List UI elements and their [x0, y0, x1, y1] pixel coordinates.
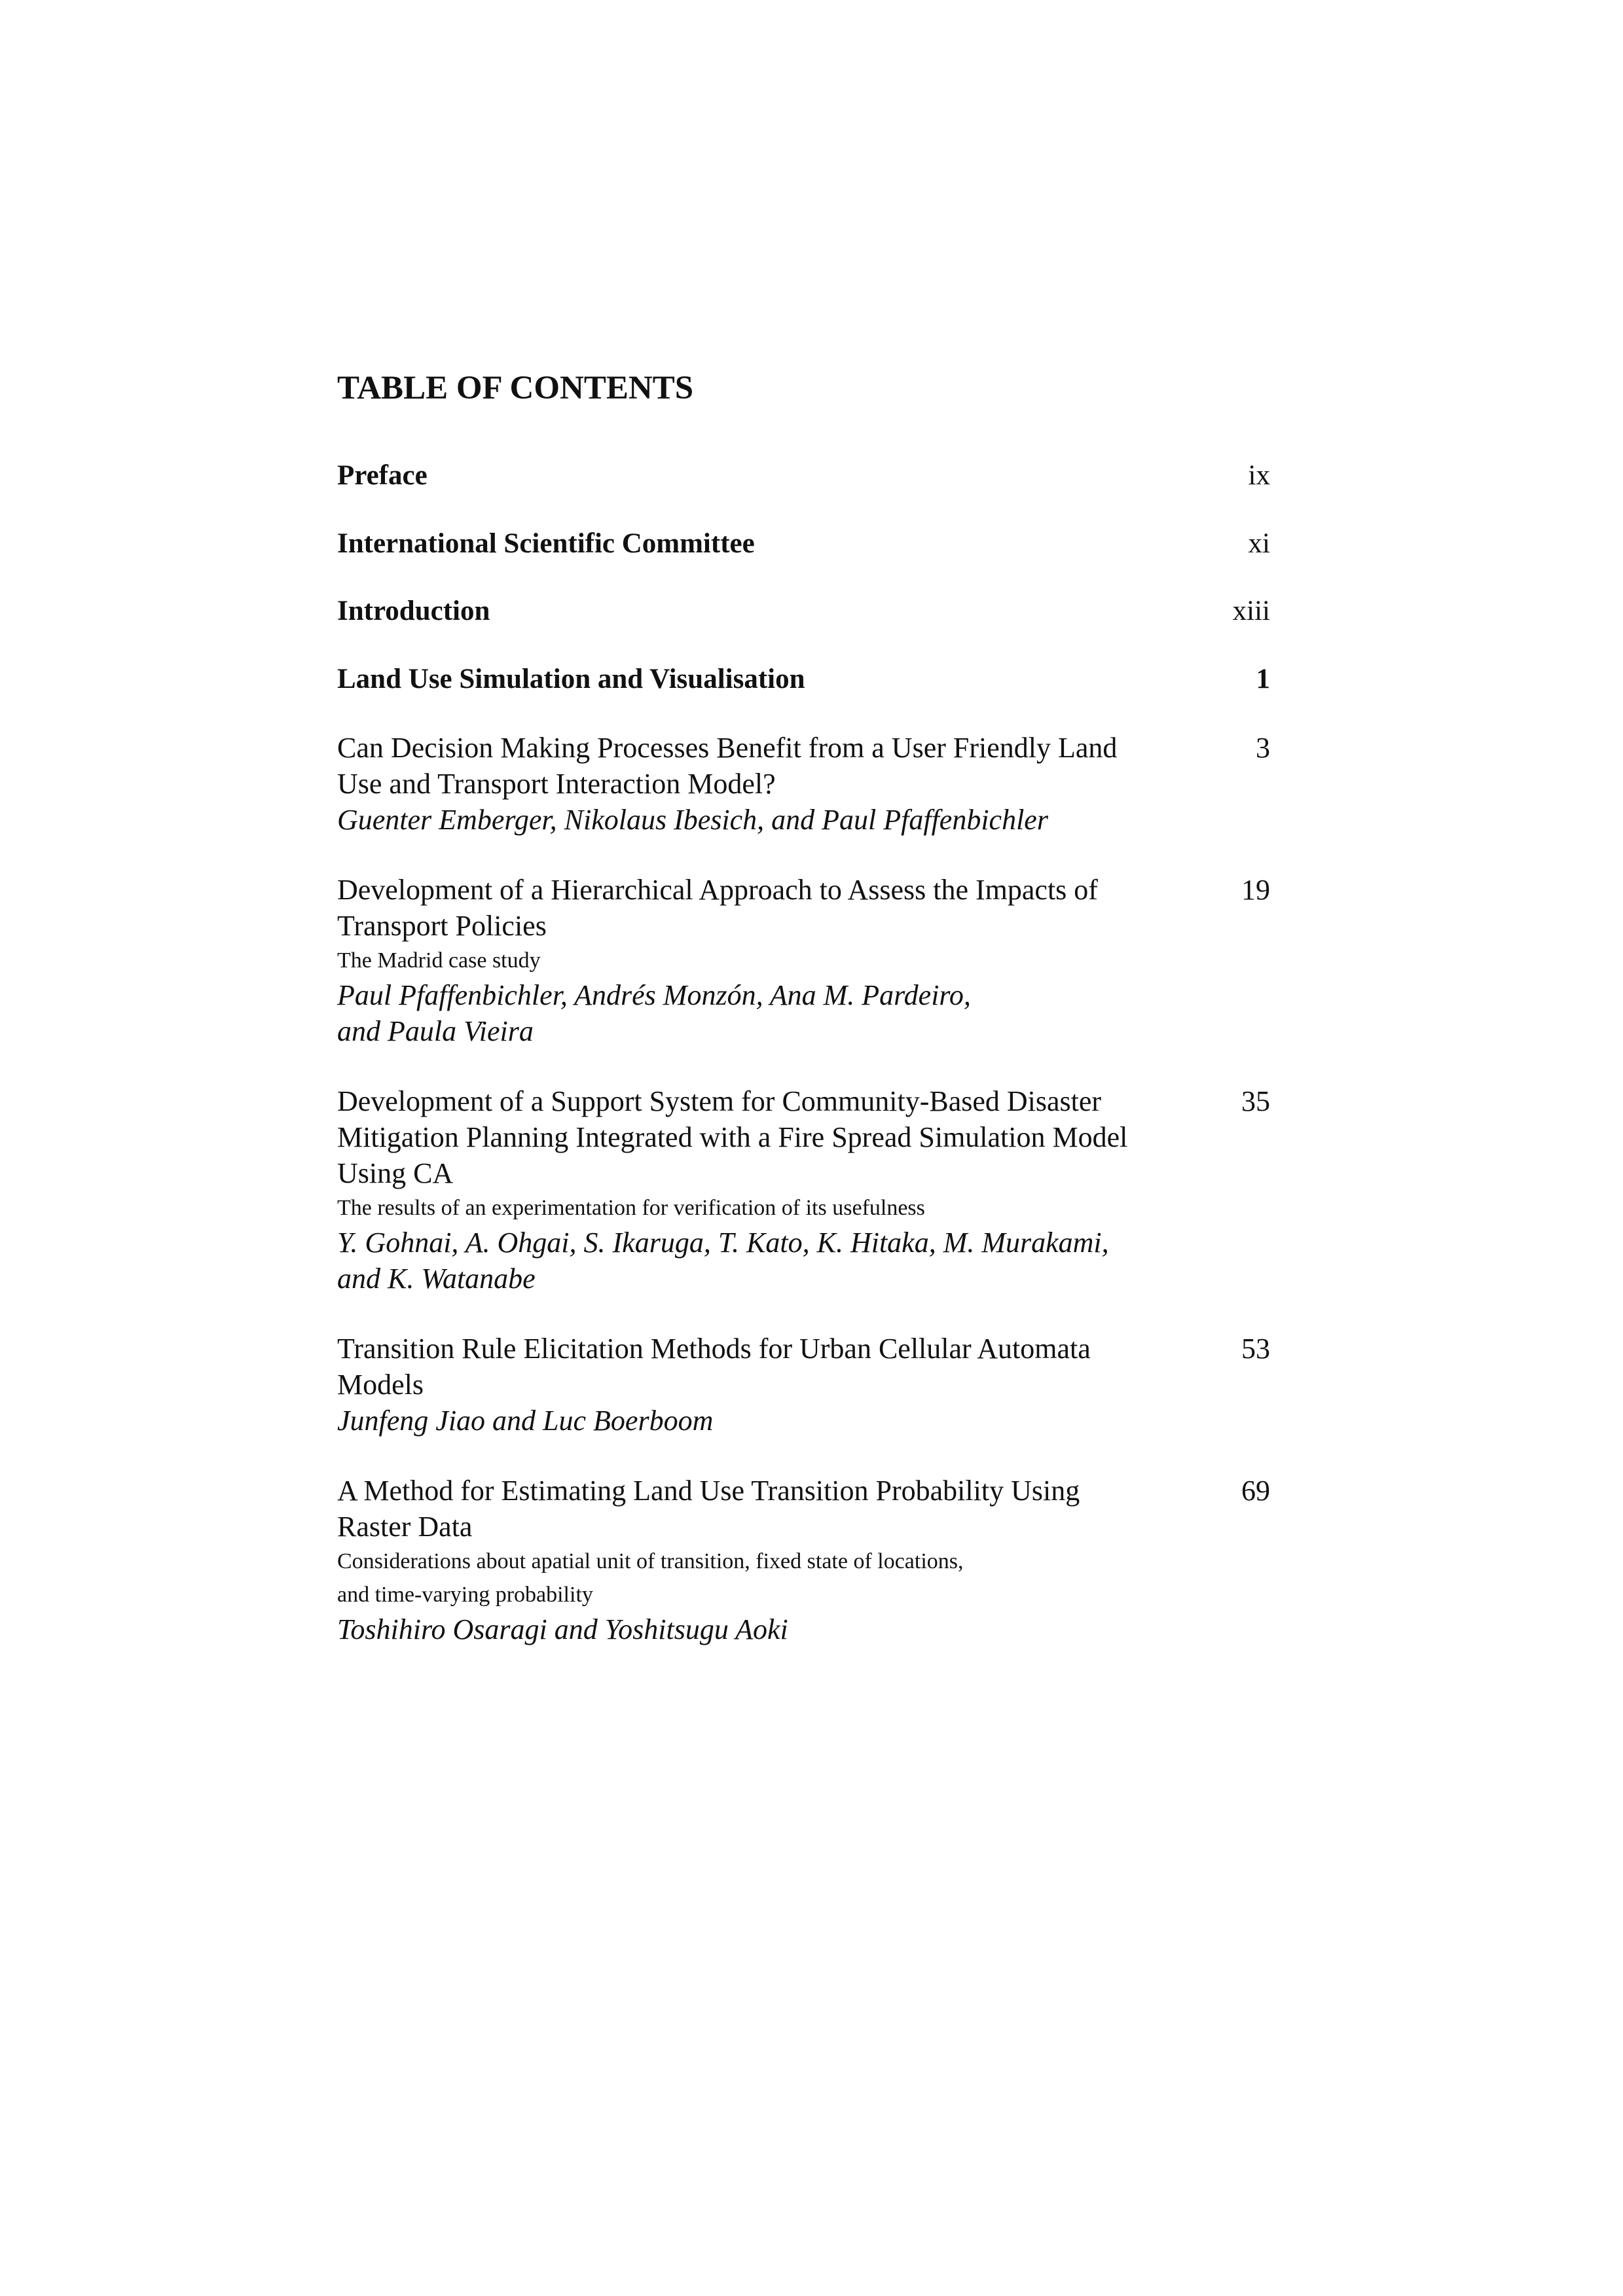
toc-article-entry: [337, 872, 1270, 1049]
toc-entry-page: ix: [1248, 460, 1270, 492]
article-page-number: 69: [1241, 1475, 1270, 1507]
article-subtitle-line: and time-varying probability: [337, 1583, 593, 1607]
toc-entry-title: Introduction: [337, 596, 490, 627]
toc-entry-committee: [337, 527, 1270, 561]
toc-article-entry: [337, 1331, 1270, 1439]
toc-section-page: 1: [1256, 663, 1270, 694]
toc-section-heading: [337, 662, 1270, 696]
toc-article-entry: [337, 730, 1270, 838]
article-page-number: 35: [1241, 1085, 1270, 1118]
article-subtitle-line: The Madrid case study: [337, 948, 541, 973]
article-body: [337, 1331, 1165, 1439]
article-title-line: Mitigation Planning Integrated with a Fire Spread Simulation Model: [337, 1121, 1128, 1154]
front-matter-list: [337, 459, 1270, 696]
toc-entry-preface: [337, 459, 1270, 493]
article-title-line: Use and Transport Interaction Model?: [337, 768, 776, 800]
article-title-line: Transition Rule Elicitation Methods for Urban Cellular Automata: [337, 1333, 1091, 1365]
article-authors-line: Paul Pfaffenbichler, Andrés Monzón, Ana M. Pardeiro,: [337, 979, 971, 1012]
article-title-line: Transport Policies: [337, 910, 547, 942]
article-authors-line: Toshihiro Osaragi and Yoshitsugu Aoki: [337, 1613, 788, 1646]
article-title-line: Using CA: [337, 1157, 454, 1190]
article-subtitle-line: Considerations about apatial unit of transition, fixed state of locations,: [337, 1549, 964, 1574]
article-title-line: Models: [337, 1369, 424, 1401]
article-page-number: 19: [1241, 874, 1270, 906]
article-authors-line: and Paula Vieira: [337, 1015, 534, 1048]
article-title-line: Can Decision Making Processes Benefit from a User Friendly Land: [337, 732, 1118, 764]
article-authors-line: Junfeng Jiao and Luc Boerboom: [337, 1405, 714, 1437]
article-title-line: Development of a Support System for Community-Based Disaster: [337, 1085, 1102, 1118]
toc-article-entry: [337, 1473, 1270, 1647]
article-page-number: 53: [1241, 1333, 1270, 1365]
toc-page: [337, 370, 1270, 1681]
article-title-line: Raster Data: [337, 1511, 473, 1543]
article-list: [337, 730, 1270, 1647]
page-title: TABLE OF CONTENTS: [337, 370, 694, 406]
article-subtitle-line: The results of an experimentation for verification of its usefulness: [337, 1196, 925, 1221]
article-body: [337, 1473, 1165, 1647]
toc-entry-title: International Scientific Committee: [337, 528, 755, 559]
article-page-number: 3: [1256, 732, 1270, 764]
toc-entry-introduction: [337, 594, 1270, 628]
article-body: [337, 1083, 1165, 1297]
toc-entry-page: xi: [1248, 528, 1270, 559]
article-title-line: Development of a Hierarchical Approach to Assess the Impacts of: [337, 874, 1098, 906]
toc-entry-page: xiii: [1232, 596, 1270, 627]
article-authors-line: Y. Gohnai, A. Ohgai, S. Ikaruga, T. Kato, K. Hitaka, M. Murakami,: [337, 1227, 1109, 1259]
toc-entry-title: Preface: [337, 460, 428, 492]
article-authors-line: and K. Watanabe: [337, 1263, 536, 1295]
toc-section-title: Land Use Simulation and Visualisation: [337, 663, 805, 694]
toc-article-entry: [337, 1083, 1270, 1297]
article-body: [337, 730, 1165, 838]
article-authors-line: Guenter Emberger, Nikolaus Ibesich, and Paul Pfaffenbichler: [337, 804, 1048, 836]
article-title-line: A Method for Estimating Land Use Transition Probability Using: [337, 1475, 1080, 1507]
article-body: [337, 872, 1165, 1049]
